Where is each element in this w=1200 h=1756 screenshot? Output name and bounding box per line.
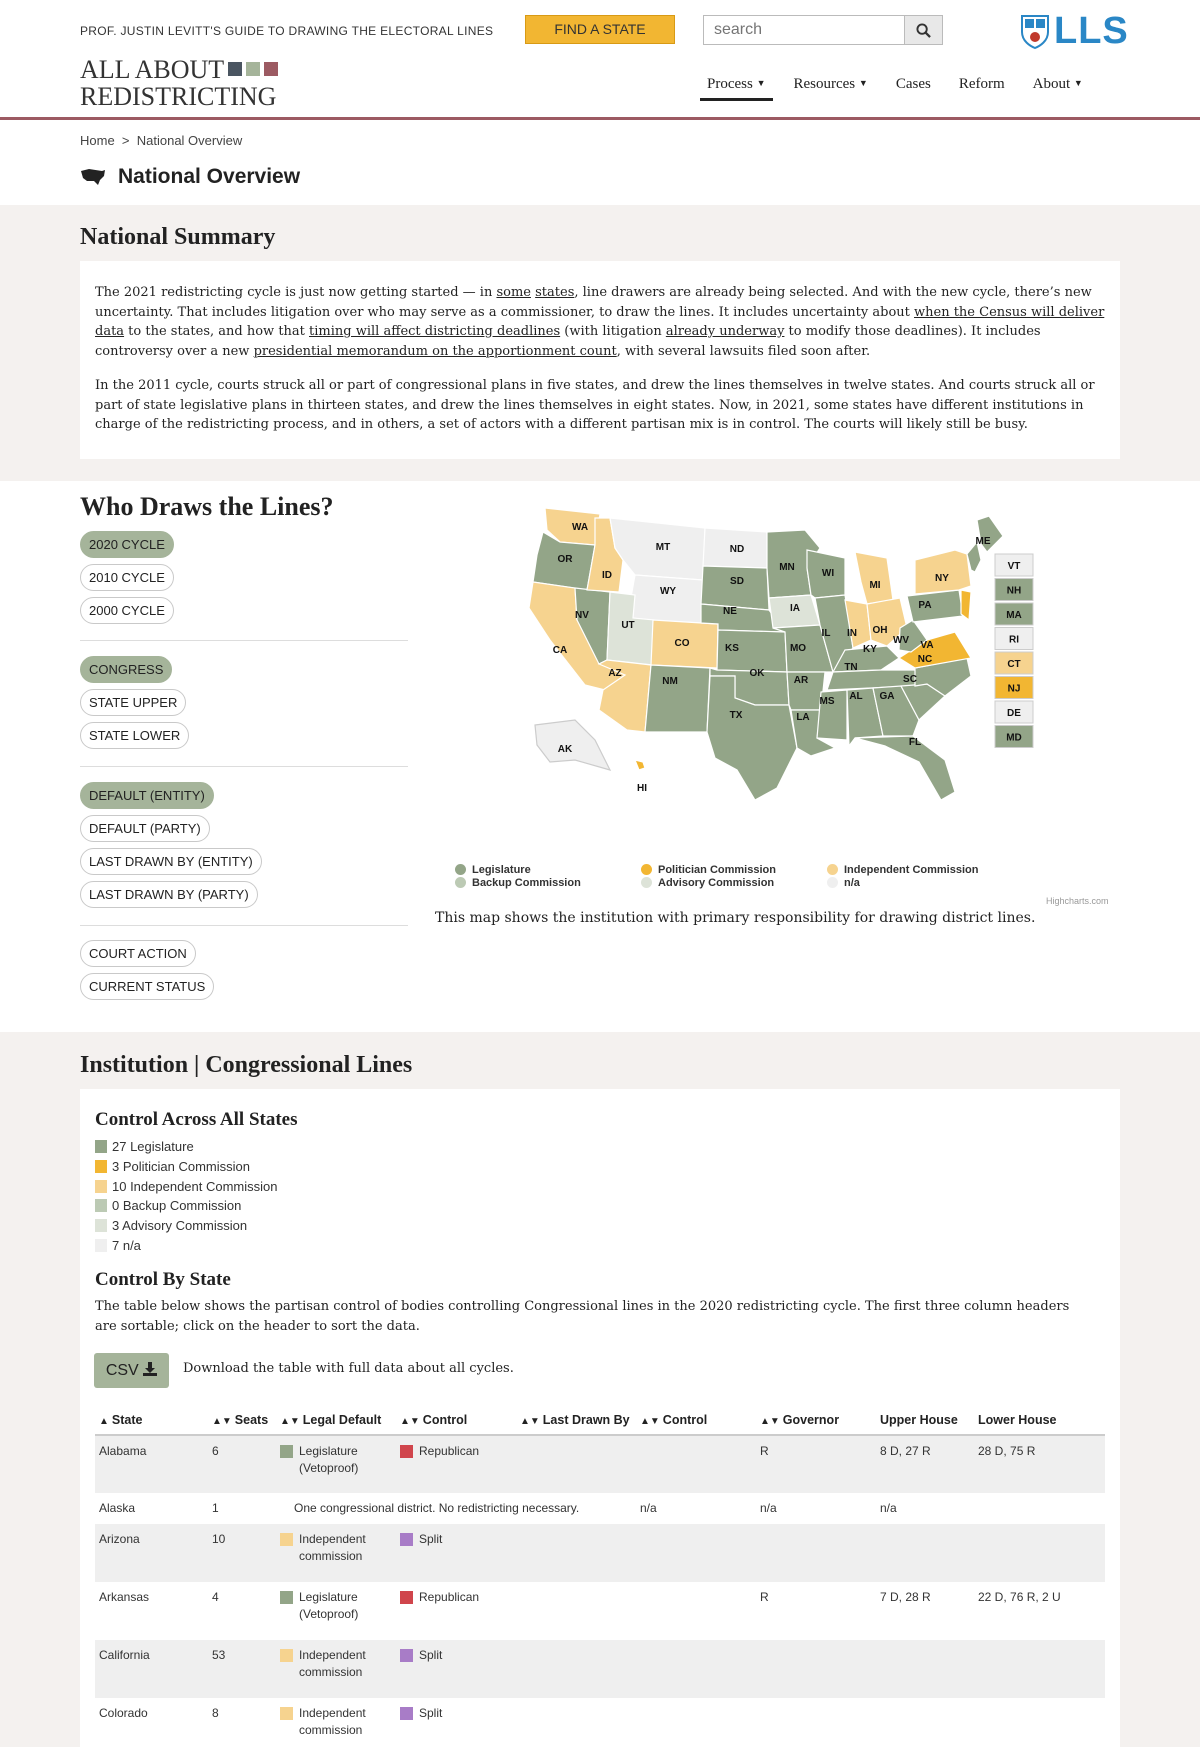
lls-wordmark: LLS xyxy=(1054,10,1129,52)
pill-default-party[interactable]: DEFAULT (PARTY) xyxy=(80,815,210,842)
state-mi[interactable] xyxy=(855,552,893,604)
map-label-nv: NV xyxy=(575,610,589,621)
sort-icon: ▲▼ xyxy=(400,1416,420,1427)
map-label-ia: IA xyxy=(790,603,800,614)
col-governor[interactable]: ▲▼ Governor xyxy=(756,1405,876,1435)
col-state[interactable]: ▲ State xyxy=(95,1405,208,1435)
control-by-state-description: The table below shows the partisan control of bodies controlling Congressional lines in the 2020 redistricting cycle. The first three column headers are sortable; click on the header to sort the data. xyxy=(95,1299,1070,1334)
map-label-co: CO xyxy=(674,638,690,649)
map-label-mo: MO xyxy=(789,643,807,654)
map-label-hi: HI xyxy=(637,783,647,794)
col-control-2[interactable]: ▲▼ Control xyxy=(636,1405,756,1435)
search-icon xyxy=(916,23,931,38)
pill-default-entity[interactable]: DEFAULT (ENTITY) xyxy=(80,782,214,809)
state-wy[interactable] xyxy=(627,575,703,625)
nav-about[interactable]: About ▼ xyxy=(1032,76,1083,92)
map-label-ok: OK xyxy=(749,668,765,679)
col-last-drawn-by[interactable]: ▲▼ Last Drawn By xyxy=(516,1405,636,1435)
breadcrumb-current: National Overview xyxy=(136,133,243,148)
control-item: 7 n/a xyxy=(95,1235,278,1255)
site-tagline: PROF. JUSTIN LEVITT'S GUIDE TO DRAWING THE ELECTORAL LINES xyxy=(80,24,494,38)
legend-legislature[interactable]: Legislature xyxy=(455,863,581,876)
nav-process[interactable]: Process ▼ xyxy=(700,76,773,101)
state-sd[interactable] xyxy=(701,566,769,610)
small-state-label-md: MD xyxy=(1006,732,1022,744)
map-label-ky: KY xyxy=(863,644,877,655)
map-caption: This map shows the institution with primary responsibility for drawing district lines. xyxy=(435,910,1036,926)
small-state-label-ri: RI xyxy=(1009,634,1019,646)
search-input[interactable] xyxy=(704,16,904,44)
map-label-or: OR xyxy=(557,554,573,565)
sort-icon: ▲▼ xyxy=(520,1416,540,1427)
chevron-down-icon: ▼ xyxy=(1073,78,1083,88)
small-state-label-de: DE xyxy=(1007,708,1021,719)
lls-shield-icon xyxy=(1020,14,1050,50)
map-label-tx: TX xyxy=(729,710,743,721)
link-states[interactable]: states xyxy=(535,285,575,300)
us-redistricting-map xyxy=(515,500,1045,830)
col-upper-house: Upper House xyxy=(876,1405,974,1435)
summary-paragraph-2: In the 2011 cycle, courts struck all or part of congressional plans in five states, and drew the lines themselves in twelve states. And courts struck all or part of state legislative plans in thirteen states, and drew the lines themselves in eight states. Now, in 2021, some states have different institutions in charge of the redistricting process, and in others, a set of actors with a different partisan mix is in control. The courts will likely still be busy. xyxy=(95,378,1095,432)
map-label-fl: FL xyxy=(908,737,922,748)
nav-reform[interactable]: Reform xyxy=(958,76,1005,92)
sort-icon: ▲▼ xyxy=(640,1416,660,1427)
map-label-pa: PA xyxy=(918,600,932,611)
pill-2020-cycle[interactable]: 2020 CYCLE xyxy=(80,531,174,558)
small-state-label-nh: NH xyxy=(1006,585,1022,597)
table-row: Alaska 1 One congressional district. No redistricting necessary. n/a n/a n/a xyxy=(99,1501,897,1515)
control-item: 10 Independent Commission xyxy=(95,1176,278,1196)
nav-resources[interactable]: Resources ▼ xyxy=(793,76,868,92)
who-draws-title: Who Draws the Lines? xyxy=(80,492,334,521)
table-row: Colorado 8 Independent commission Split xyxy=(99,1706,443,1737)
control-item: 3 Advisory Commission xyxy=(95,1216,278,1236)
map-label-ne: NE xyxy=(723,606,737,617)
find-state-button[interactable]: FIND A STATE xyxy=(525,15,675,44)
control-by-state-title: Control By State xyxy=(95,1269,231,1290)
pill-last-drawn-entity[interactable]: LAST DRAWN BY (ENTITY) xyxy=(80,848,262,875)
logo-line1: ALL ABOUT xyxy=(80,55,225,84)
main-nav xyxy=(700,76,1104,101)
map-label-ms: MS xyxy=(819,696,835,707)
state-fl[interactable] xyxy=(855,736,955,800)
col-lower-house: Lower House xyxy=(974,1405,1105,1435)
small-state-label-nj: NJ xyxy=(1007,683,1021,695)
summary-paragraph-1: The 2021 redistricting cycle is just now getting started — in some states, line drawers are already being selected. And with the new cycle, there’s new uncertainty. That includes litigation over who may serve as a commissioner, to draw the lines. It includes uncertainty about when the Census will deliver data to the states, and how that timing will affect districting deadlines (with litigation already underway to modify those deadlines). It includes controversy over a new presidential memorandum on the apportionment count, with several lawsuits filed soon after. xyxy=(95,285,1105,359)
legend-advisory-commission[interactable]: Advisory Commission xyxy=(641,876,776,889)
breadcrumb-home[interactable]: Home xyxy=(80,133,115,148)
summary-title: National Summary xyxy=(80,224,276,250)
legend-backup-commission[interactable]: Backup Commission xyxy=(455,876,581,889)
map-label-ks: KS xyxy=(725,643,739,654)
logo-squares xyxy=(228,62,278,76)
legend-na[interactable]: n/a xyxy=(827,876,978,889)
map-label-oh: OH xyxy=(872,625,888,636)
map-label-la: LA xyxy=(796,712,810,723)
divider xyxy=(80,640,408,641)
pill-congress[interactable]: CONGRESS xyxy=(80,656,172,683)
chevron-down-icon: ▼ xyxy=(858,78,868,88)
divider xyxy=(80,925,408,926)
legend-politician-commission[interactable]: Politician Commission xyxy=(641,863,776,876)
link-some[interactable]: some xyxy=(496,285,531,300)
table-row: California 53 Independent commission Split xyxy=(95,1640,1105,1698)
search-box xyxy=(703,15,943,45)
link-census-data[interactable]: when the Census will deliver data xyxy=(95,304,1105,339)
table-row: Arkansas 4 Legislature (Vetoproof) Republican R 7 D, 28 R 22 D, 76 R, 2 U xyxy=(99,1590,1061,1621)
link-presidential-memorandum[interactable]: presidential memorandum on the apportionment count xyxy=(253,343,617,359)
map-label-nd: ND xyxy=(729,544,745,555)
page-title: National Overview xyxy=(80,165,300,189)
search-button[interactable] xyxy=(904,16,942,44)
breadcrumb xyxy=(80,133,242,148)
map-label-mn: MN xyxy=(779,562,795,573)
control-item: 27 Legislature xyxy=(95,1137,278,1157)
control-summary-list xyxy=(95,1137,278,1255)
nav-cases[interactable]: Cases xyxy=(895,76,931,92)
col-legal-default[interactable]: ▲▼ Legal Default xyxy=(276,1405,396,1435)
col-control[interactable]: ▲▼ Control xyxy=(396,1405,516,1435)
view-filter xyxy=(80,782,262,914)
map-label-va: VA xyxy=(920,640,934,651)
control-by-state-table xyxy=(95,1405,1105,1756)
pill-2000-cycle[interactable]: 2000 CYCLE xyxy=(80,597,174,624)
breadcrumb-separator: > xyxy=(121,133,130,148)
map-label-wi: WI xyxy=(821,568,835,579)
divider xyxy=(80,766,408,767)
us-map-icon xyxy=(80,168,106,186)
chevron-down-icon: ▼ xyxy=(756,78,766,88)
map-label-nm: NM xyxy=(662,676,678,687)
legend-independent-commission[interactable]: Independent Commission xyxy=(827,863,978,876)
map-label-in: IN xyxy=(847,628,857,639)
body-filter xyxy=(80,656,189,755)
map-label-id: ID xyxy=(602,570,612,581)
pill-court-action[interactable]: COURT ACTION xyxy=(80,940,196,967)
sort-asc-icon: ▲ xyxy=(99,1416,109,1427)
state-ak[interactable] xyxy=(535,720,610,770)
small-state-label-ma: MA xyxy=(1006,610,1022,621)
map-label-wy: WY xyxy=(659,586,677,597)
link-timing-deadlines[interactable]: timing will affect districting deadlines xyxy=(309,324,561,339)
map-label-tn: TN xyxy=(844,662,858,673)
download-icon xyxy=(143,1362,157,1376)
map-label-nc: NC xyxy=(917,654,933,665)
highcharts-credit[interactable]: Highcharts.com xyxy=(1046,896,1109,906)
map-label-mi: MI xyxy=(869,580,881,591)
map-label-ut: UT xyxy=(621,620,635,631)
map-label-wv: WV xyxy=(892,635,910,646)
state-nj[interactable] xyxy=(961,590,971,620)
pill-state-lower[interactable]: STATE LOWER xyxy=(80,722,189,749)
pill-state-upper[interactable]: STATE UPPER xyxy=(80,689,186,716)
map-label-ny: NY xyxy=(935,573,949,584)
summary-card xyxy=(80,261,1120,459)
institution-title: Institution | Congressional Lines xyxy=(80,1052,413,1078)
status-filter xyxy=(80,940,214,1006)
cycle-filter xyxy=(80,531,174,630)
map-label-ga: GA xyxy=(879,691,895,702)
map-label-sd: SD xyxy=(730,576,744,587)
map-label-ak: AK xyxy=(557,744,573,755)
map-label-me: ME xyxy=(975,536,991,547)
control-across-title: Control Across All States xyxy=(95,1109,298,1130)
pill-current-status[interactable]: CURRENT STATUS xyxy=(80,973,214,1000)
csv-download-button[interactable]: CSV xyxy=(94,1353,169,1388)
csv-note: Download the table with full data about all cycles. xyxy=(183,1361,514,1376)
sort-icon: ▲▼ xyxy=(760,1416,780,1427)
col-seats[interactable]: ▲▼ Seats xyxy=(208,1405,276,1435)
small-state-label-vt: VT xyxy=(1007,561,1021,572)
link-already-underway[interactable]: already underway xyxy=(665,324,785,339)
sort-icon: ▲▼ xyxy=(212,1416,232,1427)
map-label-mt: MT xyxy=(655,542,671,553)
map-label-ca: CA xyxy=(552,645,568,656)
site-logo[interactable] xyxy=(80,56,278,110)
table-row: Arizona 10 Independent commission Split xyxy=(95,1524,1105,1582)
control-item: 0 Backup Commission xyxy=(95,1196,278,1216)
map-label-wa: WA xyxy=(571,522,589,533)
sort-icon: ▲▼ xyxy=(280,1416,300,1427)
logo-line2: REDISTRICTING xyxy=(80,82,277,111)
table-row: Alabama 6 Legislature (Vetoproof) Republican R 8 D, 27 R 28 D, 75 R xyxy=(95,1435,1105,1493)
lls-logo[interactable] xyxy=(1020,10,1129,53)
map-label-az: AZ xyxy=(608,668,622,679)
state-pa[interactable] xyxy=(907,590,963,622)
control-item: 3 Politician Commission xyxy=(95,1157,278,1177)
pill-2010-cycle[interactable]: 2010 CYCLE xyxy=(80,564,174,591)
map-label-ar: AR xyxy=(793,675,809,686)
small-state-label-ct: CT xyxy=(1007,659,1021,670)
state-ny[interactable] xyxy=(915,550,971,594)
map-label-al: AL xyxy=(849,691,863,702)
map-label-il: IL xyxy=(821,628,831,639)
site-header xyxy=(0,0,1200,120)
map-label-sc: SC xyxy=(903,674,917,685)
state-hi[interactable] xyxy=(635,760,645,770)
pill-last-drawn-party[interactable]: LAST DRAWN BY (PARTY) xyxy=(80,881,258,908)
